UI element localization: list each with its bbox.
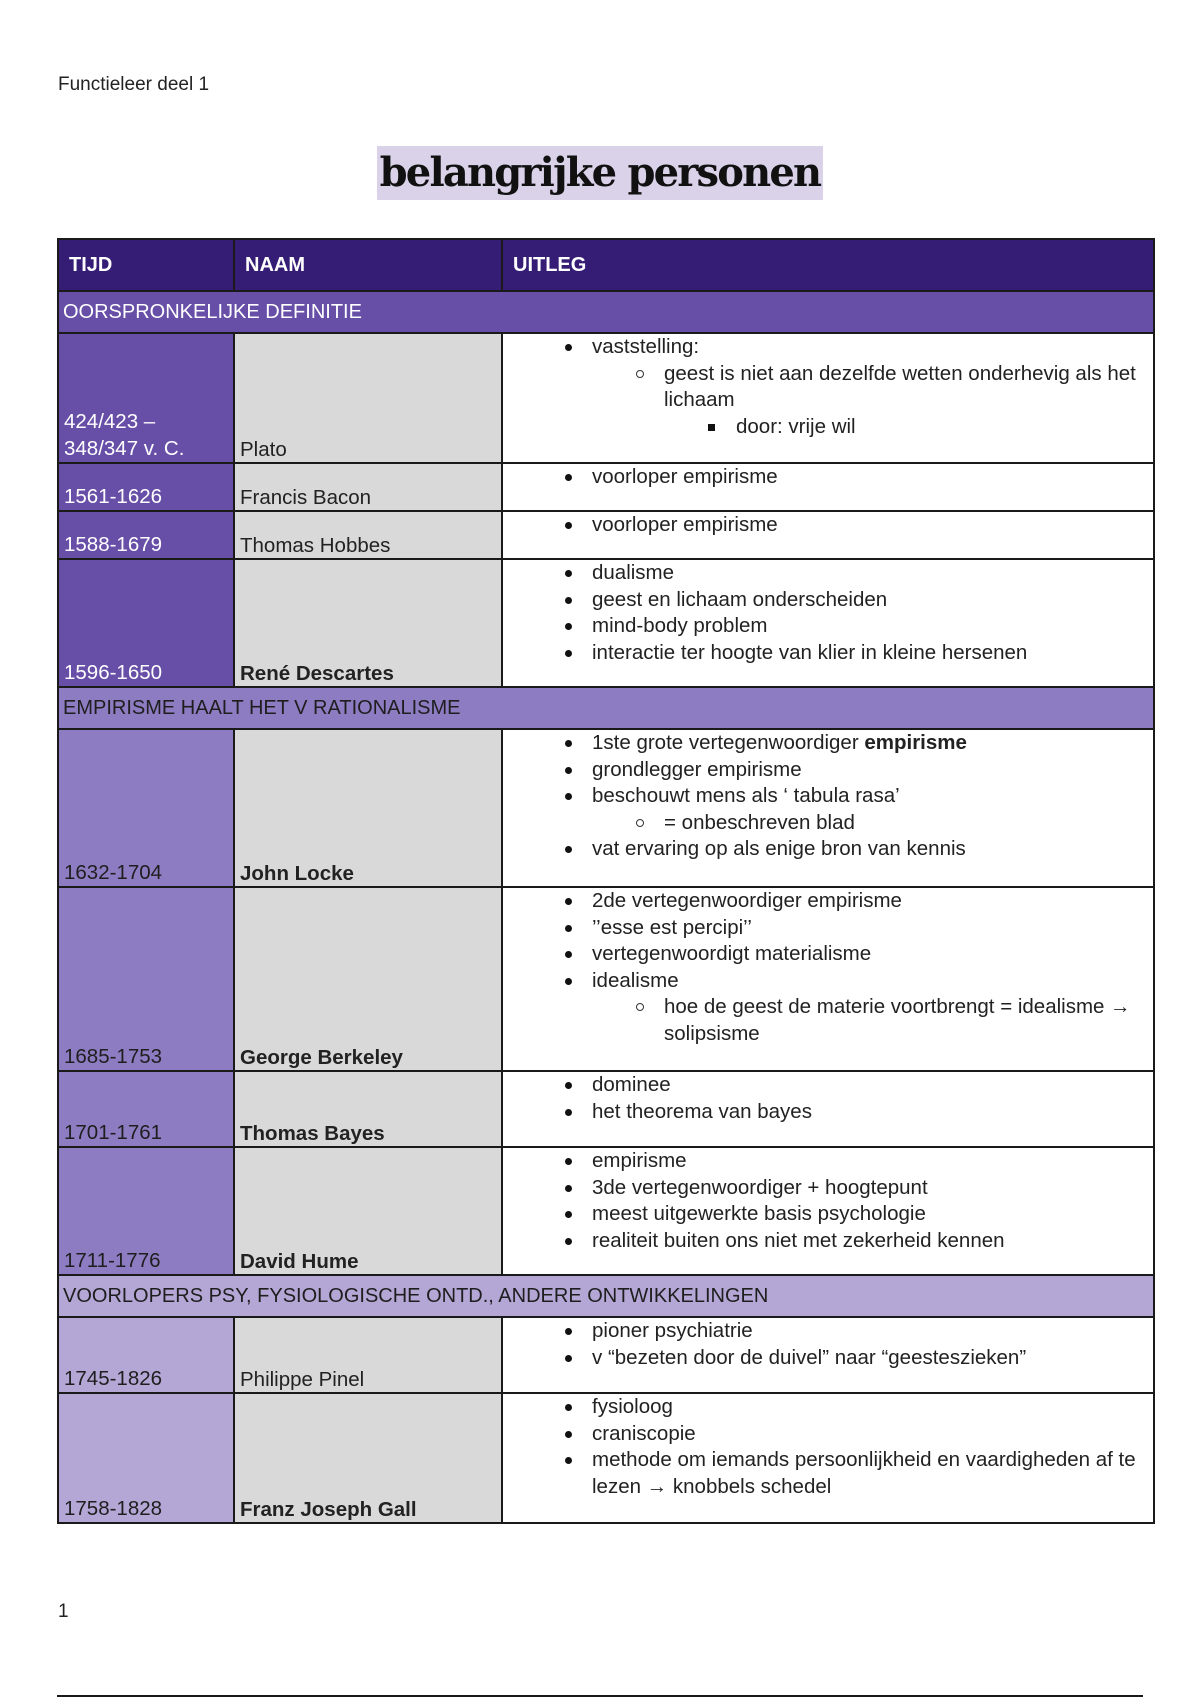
cell-uitleg (502, 887, 1154, 1071)
table-body (58, 291, 1154, 1523)
bullet-text: geest is niet aan dezelfde wetten onderhevig als het lichaam (664, 361, 1136, 411)
cell-time: 1596-1650 (58, 559, 234, 687)
bullet-item (592, 334, 1148, 440)
bullet-item (592, 1394, 1148, 1421)
cell-uitleg (502, 559, 1154, 687)
bullet-list (508, 1394, 1148, 1500)
table-row (58, 729, 1154, 887)
bullet-text: = onbeschreven blad (664, 810, 855, 834)
footer-divider (57, 1695, 1143, 1697)
bullet-list (508, 1148, 1148, 1254)
bullet-list (508, 464, 1148, 491)
bullet-list (664, 414, 1148, 441)
bullet-text: methode om iemands persoonlijkheid en vaardigheden af te lezen → knobbels schedel (592, 1448, 1136, 1498)
cell-time: 1711-1776 (58, 1147, 234, 1275)
bullet-text: voorloper empirisme (592, 465, 778, 488)
page-title: belangrijke personen (377, 146, 824, 200)
header-uitleg: UITLEG (502, 239, 1154, 291)
bullet-item (592, 1345, 1148, 1372)
cell-uitleg (502, 1317, 1154, 1393)
bullet-item (592, 1099, 1148, 1126)
page-number: 1 (58, 1601, 69, 1622)
table-row (58, 511, 1154, 559)
bullet-text: door: vrije wil (736, 414, 856, 438)
bullet-item (592, 757, 1148, 784)
cell-uitleg (502, 1071, 1154, 1147)
bullet-item (592, 1175, 1148, 1202)
bullet-list (508, 1072, 1148, 1125)
header-naam: NAAM (234, 239, 502, 291)
table-header-row (58, 239, 1154, 291)
bullet-text: 3de vertegenwoordiger + hoogtepunt (592, 1175, 928, 1199)
cell-time: 1561-1626 (58, 463, 234, 511)
bullet-item (592, 1228, 1148, 1255)
cell-name: George Berkeley (234, 887, 502, 1071)
bullet-item (592, 915, 1148, 942)
bullet-text: vat ervaring op als enige bron van kennis (592, 837, 966, 860)
bullet-item (592, 1148, 1148, 1175)
table-row (58, 463, 1154, 511)
bullet-item (736, 414, 1148, 441)
bullet-list (508, 730, 1148, 863)
section-label: OORSPRONKELIJKE DEFINITIE (58, 291, 1154, 333)
bullet-item (592, 783, 1148, 836)
bullet-text: craniscopie (592, 1421, 696, 1445)
bullet-item (592, 560, 1148, 587)
persons-table (57, 238, 1155, 1524)
section-row (58, 1275, 1154, 1317)
bullet-list (508, 334, 1148, 440)
table-row (58, 1071, 1154, 1147)
bullet-text: 2de vertegenwoordiger empirisme (592, 889, 902, 912)
bullet-list (508, 560, 1148, 666)
table-row (58, 1317, 1154, 1393)
section-label: VOORLOPERS PSY, FYSIOLOGISCHE ONTD., ANDERE ONTWIKKELINGEN (58, 1275, 1154, 1317)
bullet-text: interactie ter hoogte van klier in kleine hersenen (592, 640, 1028, 664)
cell-name: David Hume (234, 1147, 502, 1275)
cell-name: Plato (234, 333, 502, 463)
header-tijd: TIJD (58, 239, 234, 291)
bullet-item (664, 810, 1148, 837)
bullet-list (592, 810, 1148, 837)
section-row (58, 687, 1154, 729)
bullet-item (592, 968, 1148, 1048)
bullet-text: grondlegger empirisme (592, 757, 802, 781)
cell-uitleg (502, 333, 1154, 463)
bullet-text: 1ste grote vertegenwoordiger (592, 731, 865, 754)
table-row (58, 887, 1154, 1071)
document-header: Functieleer deel 1 (58, 74, 210, 95)
cell-time: 1588-1679 (58, 511, 234, 559)
cell-name: Francis Bacon (234, 463, 502, 511)
bullet-text: v “bezeten door de duivel” naar “geesteszieken” (592, 1345, 1027, 1369)
cell-time: 1745-1826 (58, 1317, 234, 1393)
bullet-list (508, 1318, 1148, 1371)
cell-time: 1701-1761 (58, 1071, 234, 1147)
table-row (58, 333, 1154, 463)
cell-uitleg (502, 1393, 1154, 1523)
bullet-item (592, 1201, 1148, 1228)
bullet-list (592, 994, 1148, 1047)
bullet-item (592, 640, 1148, 667)
bullet-text: voorloper empirisme (592, 513, 778, 536)
cell-name: Thomas Hobbes (234, 511, 502, 559)
table-row (58, 1393, 1154, 1523)
section-label: EMPIRISME HAALT HET V RATIONALISME (58, 687, 1154, 729)
bullet-list (508, 512, 1148, 539)
bullet-text: beschouwt mens als ‘ tabula rasa’ (592, 784, 900, 807)
section-row (58, 291, 1154, 333)
bullet-item (592, 836, 1148, 863)
bullet-item (592, 1447, 1148, 1500)
bullet-item (592, 941, 1148, 968)
table-row (58, 1147, 1154, 1275)
bullet-text: dualisme (592, 561, 675, 584)
bullet-list (592, 361, 1148, 441)
cell-name: René Descartes (234, 559, 502, 687)
table-row (58, 559, 1154, 687)
cell-name: John Locke (234, 729, 502, 887)
bullet-item (592, 1318, 1148, 1345)
cell-time: 424/423 – 348/347 v. C. (58, 333, 234, 463)
cell-time: 1685-1753 (58, 887, 234, 1071)
cell-uitleg (502, 511, 1154, 559)
cell-uitleg (502, 729, 1154, 887)
cell-time: 1632-1704 (58, 729, 234, 887)
cell-name: Philippe Pinel (234, 1317, 502, 1393)
bullet-item (592, 730, 1148, 757)
bullet-item (664, 361, 1148, 441)
bullet-text: pioner psychiatrie (592, 1319, 753, 1342)
cell-uitleg (502, 1147, 1154, 1275)
bullet-bold-text: empirisme (864, 731, 967, 754)
bullet-text: geest en lichaam onderscheiden (592, 587, 888, 611)
bullet-text: fysioloog (592, 1395, 673, 1418)
bullet-text: dominee (592, 1073, 671, 1096)
bullet-item (592, 1421, 1148, 1448)
title-container (0, 146, 1200, 200)
bullet-item (664, 994, 1148, 1047)
cell-time: 1758-1828 (58, 1393, 234, 1523)
bullet-text: ’’esse est percipi’’ (592, 915, 752, 939)
bullet-item (592, 1072, 1148, 1099)
bullet-item (592, 464, 1148, 491)
bullet-text: vertegenwoordigt materialisme (592, 942, 872, 965)
bullet-text: empirisme (592, 1149, 687, 1172)
bullet-item (592, 888, 1148, 915)
bullet-text: hoe de geest de materie voortbrengt = idealisme → solipsisme (664, 995, 1131, 1045)
cell-name: Thomas Bayes (234, 1071, 502, 1147)
cell-uitleg (502, 463, 1154, 511)
bullet-list (508, 888, 1148, 1047)
bullet-text: vaststelling: (592, 335, 700, 358)
bullet-text: realiteit buiten ons niet met zekerheid kennen (592, 1228, 1005, 1252)
bullet-text: idealisme (592, 968, 679, 992)
bullet-item (592, 613, 1148, 640)
bullet-text: mind-body problem (592, 614, 768, 637)
bullet-text: meest uitgewerkte basis psychologie (592, 1202, 926, 1225)
cell-name: Franz Joseph Gall (234, 1393, 502, 1523)
bullet-text: het theorema van bayes (592, 1099, 812, 1123)
bullet-item (592, 512, 1148, 539)
bullet-item (592, 587, 1148, 614)
